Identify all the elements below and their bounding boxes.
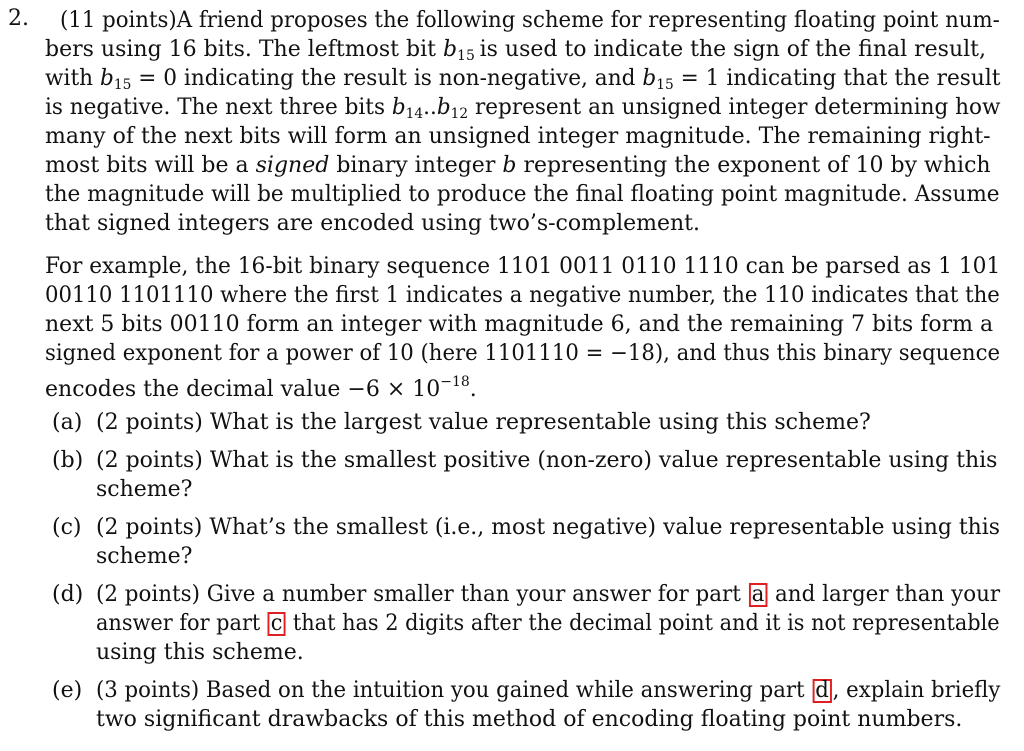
part-c-text-2: scheme? <box>96 544 193 569</box>
example-line-5: encodes the decimal value $-6 \times 10^{-18}$. <box>45 374 477 402</box>
points: (11 points) <box>60 8 177 33</box>
part-a-reference-link[interactable]: a <box>749 583 768 607</box>
part-a-label: (a) <box>52 410 83 435</box>
question-number: 2. <box>8 6 29 31</box>
intro-line-1 <box>60 6 1000 35</box>
part-a-text: (2 points) What is the largest value representable using this scheme? <box>96 410 871 435</box>
part-b-text-2: scheme? <box>96 477 193 502</box>
part-c-label: (c) <box>52 515 82 540</box>
part-d-text-2: answer for part c that has 2 digits after the decimal point and it is not representable <box>96 611 1000 636</box>
intro-line-6: most bits will be a signed binary integer b representing the exponent of 10 by which <box>45 153 991 178</box>
part-d-label: (d) <box>52 582 84 607</box>
example-line-3: next 5 bits 00110 form an integer with magnitude 6, and the remaining 7 bits form a <box>45 312 994 337</box>
example-line-1: For example, the 16-bit binary sequence 1101 0011 0110 1110 can be parsed as 1 101 <box>45 254 1001 279</box>
part-b-label: (b) <box>52 448 84 473</box>
intro-line-4: is negative. The next three bits $b_{14}..b_{12}$ represent an unsigned integer determining how <box>45 95 1001 122</box>
example-line-2: 00110 1101110 where the first 1 indicates a negative number, the 110 indicates that the <box>45 283 1000 308</box>
intro-text-1: A friend proposes the following scheme for representing floating point num- <box>176 8 1000 33</box>
part-d-text-1: (2 points) Give a number smaller than your answer for part a and larger than your <box>96 582 1001 607</box>
part-b-text-1: (2 points) What is the smallest positive (non-zero) value representable using this <box>96 448 998 473</box>
part-c-reference-link[interactable]: c <box>268 612 285 636</box>
intro-line-3: with $b_{15} = 0$ indicating the result is non-negative, and $b_{15} = 1$ indicating that the result <box>45 66 1001 93</box>
part-e-text-2: two significant drawbacks of this method of encoding floating point numbers. <box>96 707 963 732</box>
intro-line-7: the magnitude will be multiplied to produce the final floating point magnitude. Assume <box>45 182 1000 207</box>
intro-line-5: many of the next bits will form an unsigned integer magnitude. The remaining right- <box>45 124 991 149</box>
example-line-4: signed exponent for a power of 10 (here 1101110 = −18), and thus this binary sequence <box>45 341 1000 366</box>
part-c-text-1: (2 points) What’s the smallest (i.e., most negative) value representable using this <box>96 515 1001 540</box>
part-e-text-1: (3 points) Based on the intuition you gained while answering part d , explain briefly <box>96 678 1001 703</box>
part-d-reference-link[interactable]: d <box>812 679 831 703</box>
part-d-text-3: using this scheme. <box>96 640 304 665</box>
part-e-label: (e) <box>52 678 83 703</box>
intro-line-8: that signed integers are encoded using two’s-complement. <box>45 211 701 236</box>
intro-line-2: bers using 16 bits. The leftmost bit $b_{15}$ is used to indicate the sign of the final result, <box>45 37 986 64</box>
